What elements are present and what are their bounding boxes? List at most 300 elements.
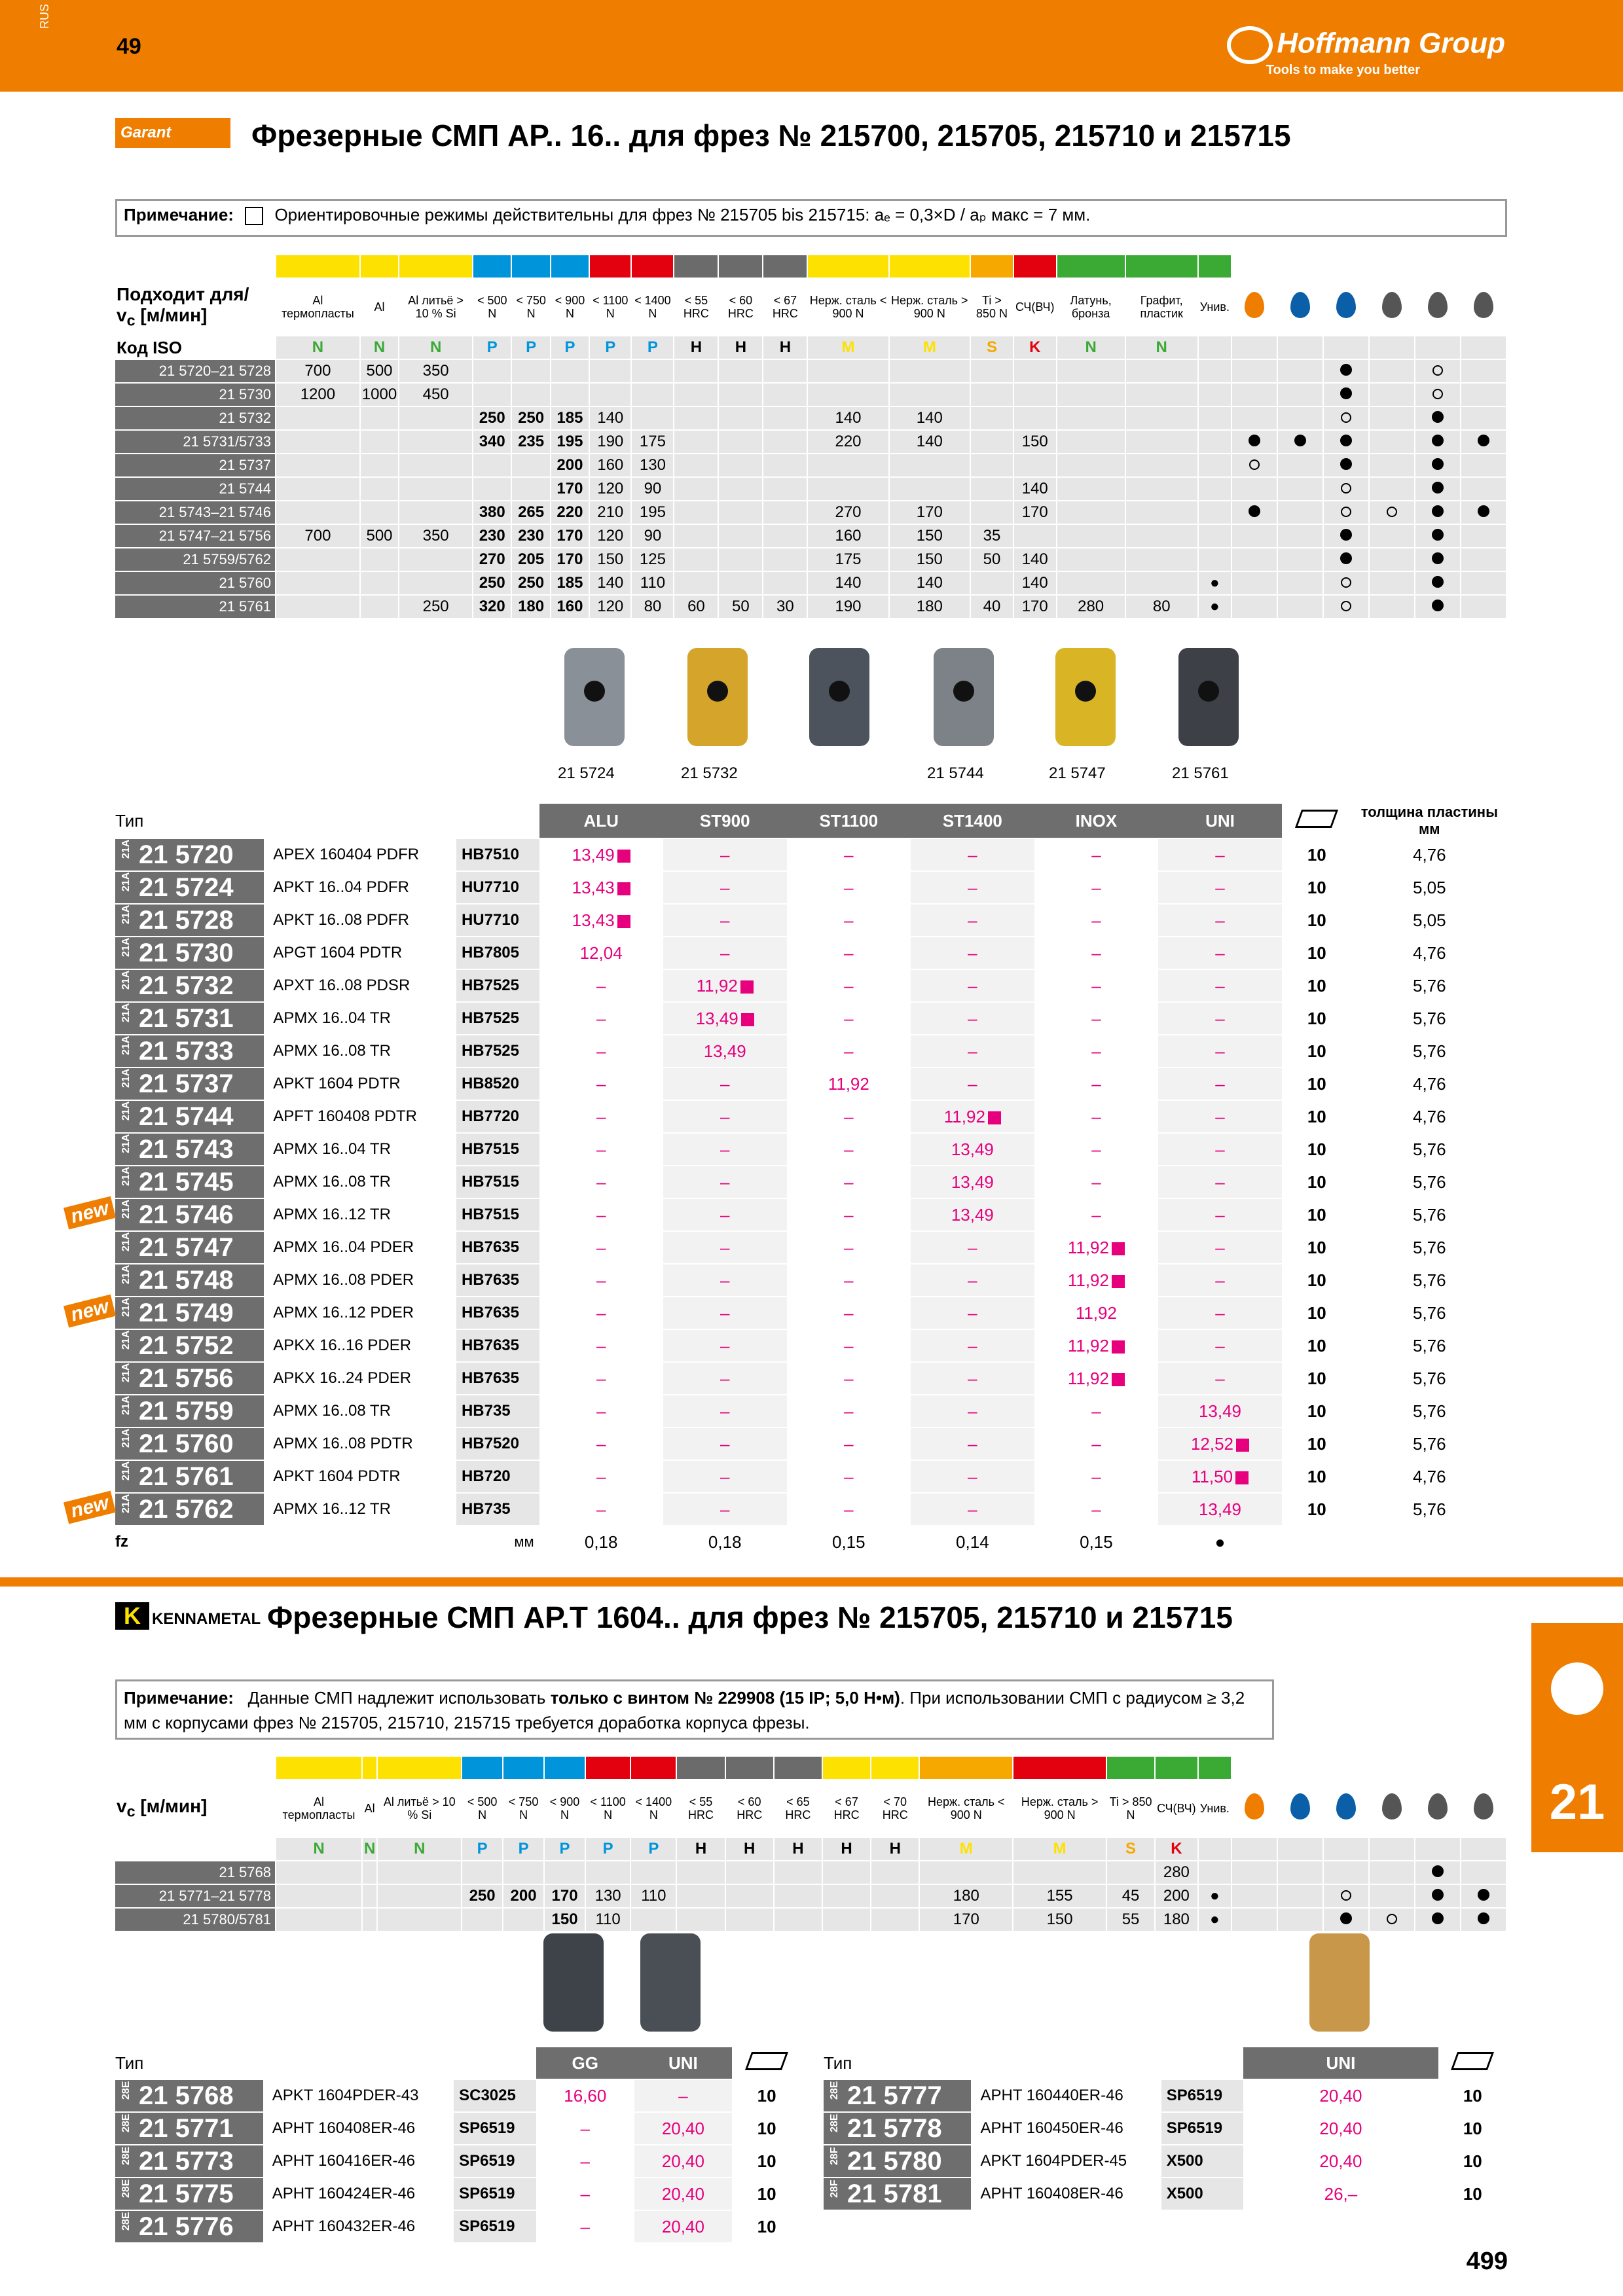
matrix-row: [115, 595, 1506, 619]
cutting-speed: 450: [399, 383, 473, 406]
chapter-tab[interactable]: [1531, 1623, 1623, 1852]
coolant-suitability: [1369, 430, 1415, 454]
price-cell: –: [787, 1100, 911, 1133]
article-number[interactable]: 28E 21 5771: [115, 2112, 263, 2145]
product-row[interactable]: [115, 969, 1507, 1002]
cutting-speed: 140: [807, 571, 888, 595]
iso-spacer: [1415, 336, 1461, 359]
cutting-speed: [718, 548, 763, 571]
insert-grade: SP6519: [1161, 2112, 1244, 2145]
price-cell: –: [787, 1395, 911, 1427]
suitable-dot-icon: [1432, 576, 1444, 588]
coolant-suitability: [1415, 1884, 1461, 1908]
material-column-header: < 750 N: [503, 1779, 544, 1838]
insert-type: APHT 160416ER-46: [263, 2145, 454, 2178]
price-cell: –: [663, 838, 787, 871]
iso-code: P: [585, 1838, 630, 1861]
cutting-speed: [725, 1908, 774, 1931]
product-row[interactable]: [115, 2145, 801, 2178]
product-row[interactable]: [115, 1035, 1507, 1067]
iso-spacer: [1323, 336, 1369, 359]
fz-row: [115, 1526, 1507, 1558]
product-row[interactable]: [115, 904, 1507, 937]
cutting-speed: 35: [970, 524, 1013, 548]
cutting-speed: [399, 501, 473, 524]
material-column-header: < 67 HRC: [822, 1779, 871, 1838]
cutting-speed: 195: [551, 430, 589, 454]
price-cell: 11,92: [787, 1067, 911, 1100]
product-row[interactable]: [115, 1427, 1507, 1460]
article-number[interactable]: [115, 1100, 264, 1133]
article-prefix: 21A: [120, 872, 132, 891]
cutting-speed: [674, 524, 718, 548]
article-code: 21 5728: [139, 905, 234, 935]
brand-slogan: Tools to make you better: [1266, 63, 1420, 77]
fz-label: fz: [115, 1526, 456, 1558]
iso-code: [1198, 1838, 1231, 1861]
product-row[interactable]: [824, 2178, 1507, 2210]
cutting-speed: [970, 430, 1013, 454]
cutting-speed: [276, 1908, 362, 1931]
material-column-header: < 900 N: [544, 1779, 585, 1838]
cutting-speed: [763, 406, 807, 430]
matrix-row-code: 21 5732: [115, 406, 276, 430]
cutting-speed: 140: [1013, 571, 1057, 595]
article-number[interactable]: 28E 21 5777: [824, 2079, 971, 2112]
conditional-ring-icon: [1341, 1890, 1351, 1901]
price-cell: 11,92: [911, 1100, 1034, 1133]
price-cell: 12,52: [1158, 1427, 1282, 1460]
coolant-suitability: [1461, 571, 1506, 595]
material-color-strip: [676, 1757, 725, 1779]
suitable-dot-icon: [1340, 1912, 1352, 1924]
cutting-speed: 90: [631, 524, 674, 548]
cutting-speed: [399, 454, 473, 477]
product-row[interactable]: [115, 2178, 801, 2210]
product-row[interactable]: [115, 1002, 1507, 1035]
insert-caption: 21 5747: [1049, 764, 1106, 782]
price-cell: –: [787, 1427, 911, 1460]
product-row[interactable]: [115, 871, 1507, 904]
cutting-speed: [377, 1884, 462, 1908]
product-row[interactable]: [115, 1133, 1507, 1166]
coolant-suitability: [1231, 477, 1277, 501]
cutting-speed: [1125, 454, 1198, 477]
product-row[interactable]: [115, 1264, 1507, 1297]
pack-qty: 10: [1282, 1427, 1352, 1460]
article-number[interactable]: 28F 21 5781: [824, 2178, 971, 2210]
insert-thickness: 4,76: [1352, 838, 1507, 871]
coolant-suitability: [1231, 501, 1277, 524]
coolant-suitability: [1461, 383, 1506, 406]
article-number[interactable]: 28E 21 5775: [115, 2178, 263, 2210]
price-gg: –: [536, 2178, 634, 2210]
material-color-strip: [774, 1757, 822, 1779]
coolant-suitability: [1323, 571, 1369, 595]
page-number-top: 49: [117, 34, 141, 59]
cutting-speed: [1125, 548, 1198, 571]
coolant-suitability: [1415, 1861, 1461, 1884]
price-cell: –: [787, 1035, 911, 1067]
product-row[interactable]: [115, 1067, 1507, 1100]
material-column-header: < 55 HRC: [676, 1779, 725, 1838]
matrix-row: [115, 383, 1506, 406]
cutting-speed: 30: [763, 595, 807, 619]
suitable-dot-icon: [1478, 1889, 1489, 1901]
insert-grade: HB7510: [456, 838, 539, 871]
language-label: RUS: [38, 3, 51, 29]
cutting-speed: 140: [889, 430, 970, 454]
article-number[interactable]: [115, 1297, 264, 1329]
article-number[interactable]: [115, 871, 264, 904]
price-cell: –: [539, 1264, 663, 1297]
price-cell: –: [663, 904, 787, 937]
iso-spacer: [1231, 1838, 1277, 1861]
mql-drop-icon: [1231, 1779, 1277, 1838]
pack-qty: 10: [732, 2145, 801, 2178]
insert-caption: 21 5761: [1172, 764, 1229, 782]
insert-thickness: 5,76: [1352, 1297, 1507, 1329]
cutting-speed: [362, 1908, 377, 1931]
material-color-strip: [725, 1757, 774, 1779]
cutting-speed: 130: [631, 454, 674, 477]
insert-thickness: 5,76: [1352, 1329, 1507, 1362]
product-row[interactable]: [115, 2210, 801, 2243]
article-number[interactable]: [115, 1493, 264, 1526]
cutting-speed: 50: [718, 595, 763, 619]
matrix-row: [115, 1908, 1506, 1931]
coolant-suitability: [1231, 1861, 1277, 1884]
cutting-speed: [1198, 383, 1231, 406]
price-cell: –: [911, 1264, 1034, 1297]
cutting-speed: [1125, 571, 1198, 595]
product-row[interactable]: [115, 1231, 1507, 1264]
article-prefix: 21A: [120, 1363, 132, 1382]
product-row[interactable]: [115, 1493, 1507, 1526]
price-cell: –: [1158, 1002, 1282, 1035]
price-cell: –: [1158, 1166, 1282, 1198]
cutting-speed: [822, 1908, 871, 1931]
matrix-row: [115, 548, 1506, 571]
cutting-speed: [674, 501, 718, 524]
product-row[interactable]: [115, 2112, 801, 2145]
article-number[interactable]: 28E 21 5778: [824, 2112, 971, 2145]
article-code: 21 5732: [139, 971, 234, 1000]
article-number[interactable]: 28E 21 5768: [115, 2079, 263, 2112]
iso-code: M: [1013, 1838, 1106, 1861]
insert-image: [543, 1933, 604, 2032]
cutting-speed: 80: [631, 595, 674, 619]
cutting-speed: [511, 359, 550, 383]
material-column-header: < 60 HRC: [718, 278, 763, 336]
kennametal-name: KENNAMETAL: [152, 1610, 261, 1628]
product-row[interactable]: [115, 937, 1507, 969]
cutting-speed: [919, 1861, 1013, 1884]
suitable-dot-icon: [1432, 552, 1444, 564]
insert-grade: HB720: [456, 1460, 539, 1493]
article-number[interactable]: [115, 1002, 264, 1035]
product-row[interactable]: [115, 1395, 1507, 1427]
product-row[interactable]: [115, 1362, 1507, 1395]
article-number[interactable]: 28E 21 5776: [115, 2210, 263, 2243]
price-cell: 13,49: [911, 1198, 1034, 1231]
cutting-speed: [674, 571, 718, 595]
article-number[interactable]: [115, 1329, 264, 1362]
product-row[interactable]: [824, 2145, 1507, 2178]
cutting-speed: [718, 524, 763, 548]
matrix-row: [115, 477, 1506, 501]
product-row[interactable]: [824, 2079, 1507, 2112]
cutting-speed: [1198, 548, 1231, 571]
material-column-header: < 67 HRC: [763, 278, 807, 336]
insert-grade: HB7635: [456, 1264, 539, 1297]
cutting-speed: 110: [631, 571, 674, 595]
article-number[interactable]: [115, 1460, 264, 1493]
iso-code: N: [276, 336, 360, 359]
coolant-suitability: [1231, 571, 1277, 595]
air-icon: [1369, 1779, 1415, 1838]
insert-thickness: 5,76: [1352, 1362, 1507, 1395]
price-cell: 13,49: [663, 1035, 787, 1067]
article-number[interactable]: [115, 1035, 264, 1067]
cutting-speed: [970, 359, 1013, 383]
cutting-speed: [807, 383, 888, 406]
iso-code: H: [822, 1838, 871, 1861]
price-cell: –: [663, 1427, 787, 1460]
cutting-speed: 235: [511, 430, 550, 454]
conditional-ring-icon: [1341, 601, 1351, 611]
price-cell: –: [787, 1297, 911, 1329]
iso-label: [115, 1838, 276, 1861]
cutting-speed: 250: [511, 406, 550, 430]
material-column-header: Унив.: [1198, 1779, 1231, 1838]
coolant-suitability: [1277, 548, 1323, 571]
coolant-suitability: [1323, 383, 1369, 406]
suitable-dot-icon: [1340, 458, 1352, 470]
coolant-suitability: [1415, 477, 1461, 501]
cutting-speed: 205: [511, 548, 550, 571]
price-uni: 20,40: [1243, 2145, 1438, 2178]
cutting-speed: 320: [473, 595, 511, 619]
insert-type: APMX 16..08 PDER: [264, 1264, 456, 1297]
cutting-speed: [970, 454, 1013, 477]
article-number[interactable]: [115, 1264, 264, 1297]
article-code: 21 5761: [139, 1462, 234, 1491]
material-column-header: < 70 HRC: [871, 1779, 919, 1838]
coolant-suitability: [1277, 430, 1323, 454]
article-number[interactable]: [115, 1166, 264, 1198]
suitable-dot-icon: [1432, 435, 1444, 446]
coolant-suitability: [1461, 477, 1506, 501]
type-header: Тип: [824, 2047, 1243, 2079]
cutting-speed: 250: [511, 571, 550, 595]
cutting-speed: [399, 571, 473, 595]
material-color-strip: [399, 255, 473, 278]
pack-qty: 10: [1438, 2145, 1507, 2178]
insert-grade: HB7520: [456, 1427, 539, 1460]
cutting-speed: 160: [807, 524, 888, 548]
suitable-dot-icon: [1432, 458, 1444, 470]
cutting-speed: [1198, 430, 1231, 454]
insert-hole-icon: [953, 681, 974, 702]
cutting-speed: [718, 359, 763, 383]
price-uni: 20,40: [1243, 2079, 1438, 2112]
cutting-speed: [822, 1884, 871, 1908]
grade-column-header: ALU: [539, 804, 663, 838]
price-cell: 13,49: [911, 1133, 1034, 1166]
cutting-speed: [276, 1884, 362, 1908]
suitable-dot-icon: [1432, 482, 1444, 493]
insert-type: APHT 160440ER-46: [971, 2079, 1161, 2112]
article-code: 21 5724: [139, 872, 234, 902]
cutting-speed: [718, 571, 763, 595]
cutting-speed: 280: [1057, 595, 1125, 619]
coolant-suitability: [1369, 571, 1415, 595]
cutting-speed: [763, 454, 807, 477]
grade-column-header: GG: [536, 2047, 634, 2079]
cutting-speed: 500: [360, 524, 399, 548]
matrix-row-code: 21 5771–21 5778: [115, 1884, 276, 1908]
cutting-speed: [774, 1908, 822, 1931]
spray-icon: [1461, 278, 1506, 336]
insert-type: APMX 16..08 TR: [264, 1166, 456, 1198]
price-cell: –: [663, 1264, 787, 1297]
cutting-speed: [1125, 406, 1198, 430]
stock-square-icon: [988, 1111, 1001, 1124]
price-cell: –: [1034, 1460, 1158, 1493]
material-color-strip: [1155, 1757, 1198, 1779]
price-cell: –: [911, 1460, 1034, 1493]
section1-note: [115, 199, 1507, 237]
cutting-speed: 40: [970, 595, 1013, 619]
cutting-speed: [551, 383, 589, 406]
article-number[interactable]: [115, 1133, 264, 1166]
cutting-speed: [1125, 383, 1198, 406]
product-row[interactable]: [824, 2112, 1507, 2145]
article-prefix: 21A: [120, 1035, 132, 1055]
insert-type: APMX 16..04 TR: [264, 1002, 456, 1035]
cutting-speed: [822, 1861, 871, 1884]
product-row[interactable]: [115, 1460, 1507, 1493]
price-cell: –: [911, 838, 1034, 871]
article-code: 21 5749: [139, 1298, 234, 1327]
price-cell: –: [911, 1329, 1034, 1362]
price-uni: 20,40: [1243, 2112, 1438, 2145]
article-number[interactable]: [115, 1427, 264, 1460]
cutting-speed: [718, 406, 763, 430]
article-number[interactable]: 28E 21 5773: [115, 2145, 263, 2178]
cutting-speed: 140: [1013, 548, 1057, 571]
coolant-suitability: [1369, 524, 1415, 548]
conditional-ring-icon: [1249, 459, 1260, 470]
cutting-speed: [1013, 454, 1057, 477]
internal-cooling-icon: [1323, 1779, 1369, 1838]
product-row[interactable]: [115, 1297, 1507, 1329]
cutting-speed: [399, 406, 473, 430]
coolant-suitability: [1461, 595, 1506, 619]
insert-grade: HB7635: [456, 1297, 539, 1329]
article-number[interactable]: [115, 1395, 264, 1427]
cutting-speed: 700: [276, 359, 360, 383]
cutting-speed: [630, 1861, 676, 1884]
material-column-header: Al литьё > 10 % Si: [377, 1779, 462, 1838]
garant-logo: Garant: [115, 118, 230, 148]
article-number[interactable]: [115, 1198, 264, 1231]
cutting-speed: [462, 1908, 503, 1931]
price-cell: –: [911, 1427, 1034, 1460]
iso-code: [1198, 336, 1231, 359]
article-number[interactable]: 28F 21 5780: [824, 2145, 971, 2178]
stock-square-icon: [1236, 1439, 1249, 1452]
article-number[interactable]: [115, 1231, 264, 1264]
matrix-row: [115, 406, 1506, 430]
article-number[interactable]: [115, 969, 264, 1002]
price-cell: –: [1158, 1329, 1282, 1362]
article-number[interactable]: [115, 904, 264, 937]
product-row[interactable]: [115, 1100, 1507, 1133]
cutting-speed: [871, 1884, 919, 1908]
price-uni: 20,40: [634, 2210, 733, 2243]
coolant-suitability: [1369, 548, 1415, 571]
price-cell: –: [539, 1297, 663, 1329]
pack-qty: 10: [732, 2178, 801, 2210]
cutting-speed: 150: [544, 1908, 585, 1931]
product-row[interactable]: [115, 1329, 1507, 1362]
pack-qty: 10: [1282, 904, 1352, 937]
price-cell: –: [539, 1198, 663, 1231]
insert-grade: SP6519: [454, 2178, 536, 2210]
product-row[interactable]: [115, 2079, 801, 2112]
cutting-speed: [1198, 406, 1231, 430]
article-number[interactable]: [115, 937, 264, 969]
suitable-dot-icon: [1432, 600, 1444, 611]
price-cell: 13,43: [539, 904, 663, 937]
suitable-dot-icon: [1478, 1912, 1489, 1924]
material-color-strip: [807, 255, 888, 278]
section2-matrix: [115, 1757, 1507, 1932]
article-prefix: 21A: [120, 1199, 132, 1219]
suits-label: Подходит для/ $v_c$ [м/мин]: [115, 278, 276, 336]
insert-type: APMX 16..04 TR: [264, 1133, 456, 1166]
article-number[interactable]: [115, 838, 264, 871]
material-column-header: СЧ(ВЧ): [1013, 278, 1057, 336]
cutting-speed: 140: [589, 571, 631, 595]
product-row[interactable]: [115, 1198, 1507, 1231]
product-row[interactable]: [115, 1166, 1507, 1198]
cutting-speed: 170: [1013, 595, 1057, 619]
price-cell: –: [1034, 1002, 1158, 1035]
material-column-header: < 65 HRC: [774, 1779, 822, 1838]
cutting-speed: [725, 1861, 774, 1884]
insert-type: APHT 160408ER-46: [971, 2178, 1161, 2210]
product-row[interactable]: [115, 838, 1507, 871]
cutting-speed: 500: [360, 359, 399, 383]
price-cell: –: [539, 1166, 663, 1198]
cutting-speed: [1057, 548, 1125, 571]
coolant-suitability: [1369, 595, 1415, 619]
strip-spacer: [1231, 1757, 1506, 1779]
cutting-speed: 250: [462, 1884, 503, 1908]
iso-code: H: [676, 1838, 725, 1861]
cutting-speed: 230: [511, 524, 550, 548]
cutting-speed: 170: [889, 501, 970, 524]
article-number[interactable]: [115, 1362, 264, 1395]
price-cell: 12,04: [539, 937, 663, 969]
article-number[interactable]: [115, 1067, 264, 1100]
cutting-speed: [774, 1861, 822, 1884]
price-cell: –: [663, 1395, 787, 1427]
insert-thickness: 5,05: [1352, 904, 1507, 937]
